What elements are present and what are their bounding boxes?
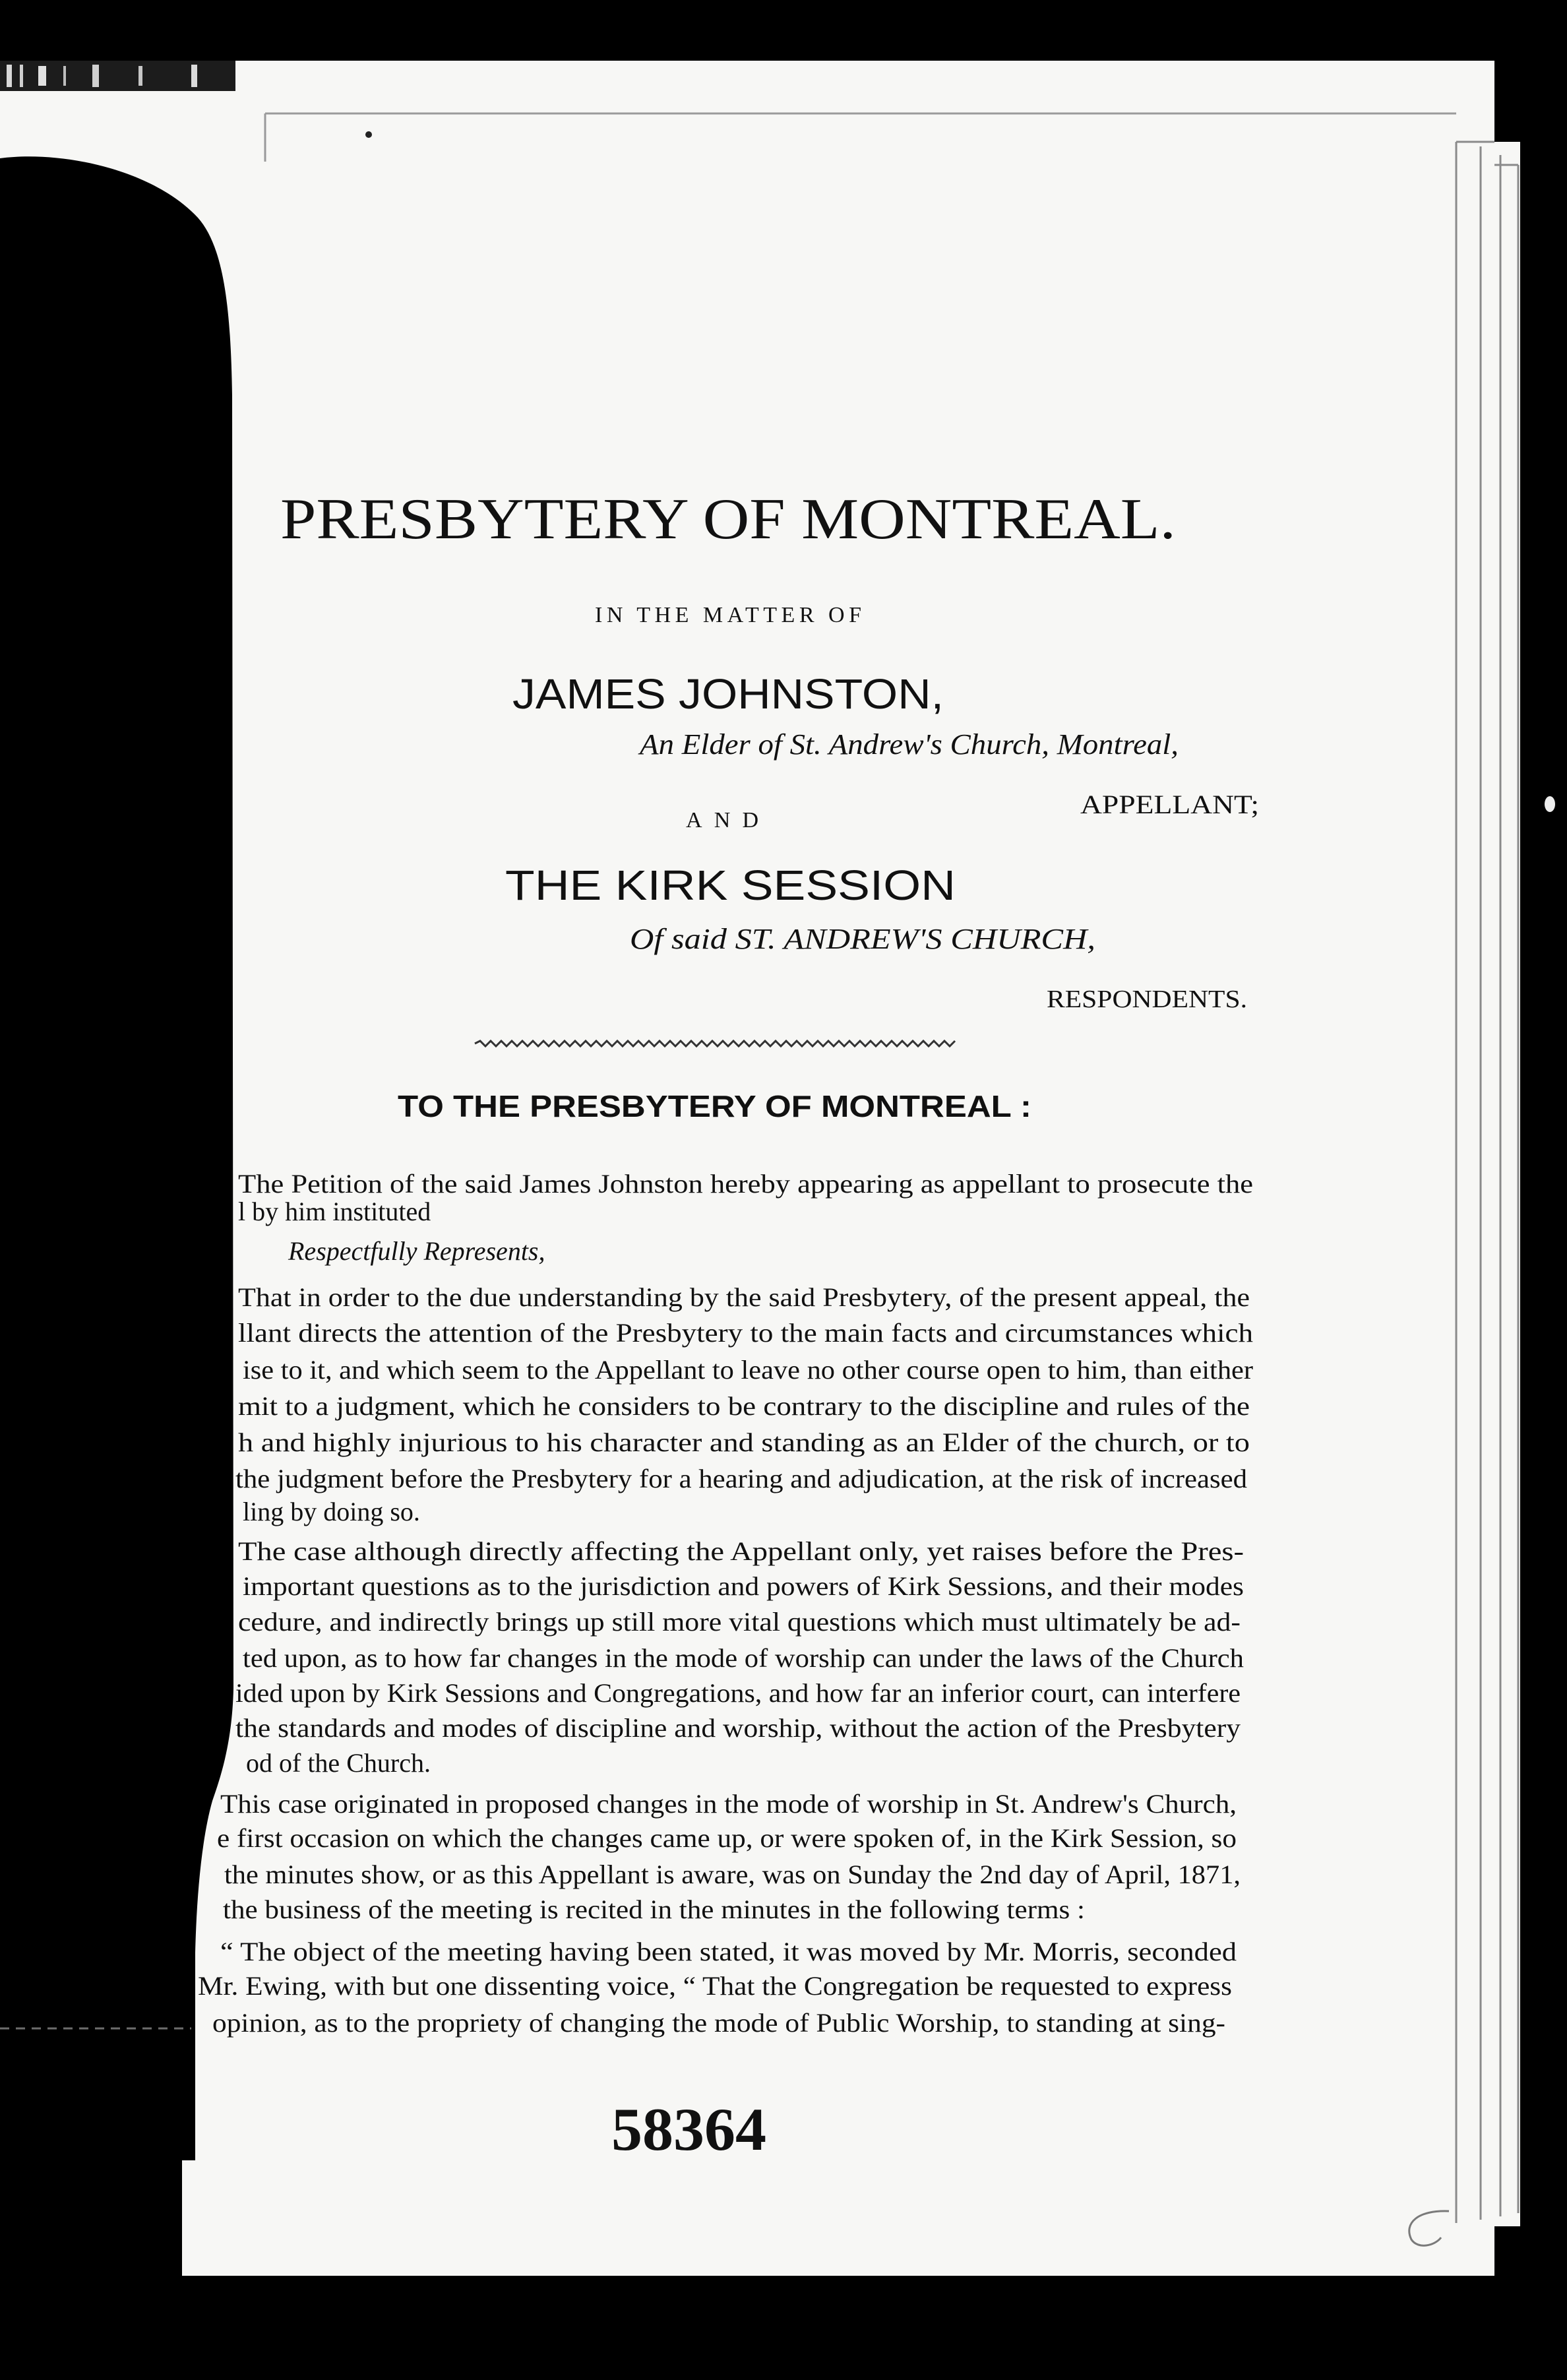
body-line: The case although directly affecting the Appellant only, yet raises before the Pres- [238, 1536, 1244, 1566]
body-line: The Petition of the said James Johnston hereby appearing as appellant to prosecute the [238, 1169, 1253, 1199]
body-line: l by him instituted [238, 1197, 431, 1226]
appellant-name: JAMES JOHNSTON, [512, 670, 944, 718]
conjunction: AND [686, 808, 758, 832]
body-line: cedure, and indirectly brings up still more vital questions which must ultimately be ad- [238, 1607, 1241, 1637]
matter-line: IN THE MATTER OF [595, 603, 861, 627]
film-speck [1545, 796, 1555, 812]
body-line: mit to a judgment, which he considers to be contrary to the discipline and rules of the [238, 1391, 1250, 1421]
body-line: That in order to the due understanding by the said Presbytery, of the present appeal, the [238, 1282, 1250, 1312]
catalogue-number: 58364 [611, 2096, 766, 2163]
body-line: the minutes show, or as this Appellant is aware, was on Sunday the 2nd day of April, 1871, [224, 1860, 1241, 1889]
body-line: important questions as to the jurisdiction and powers of Kirk Sessions, and their modes [243, 1571, 1244, 1601]
body-line: Mr. Ewing, with but one dissenting voice, “ That the Congregation be requested to express [198, 1971, 1232, 2001]
page-title: PRESBYTERY OF MONTREAL. [280, 487, 1176, 551]
body-line: ted upon, as to how far changes in the mode of worship can under the laws of the Church [243, 1643, 1244, 1673]
respondent-description: Of said ST. ANDREW'S CHURCH, [630, 923, 1095, 955]
body-line: “ The object of the meeting having been stated, it was moved by Mr. Morris, seconded [220, 1937, 1237, 1966]
body-line: od of the Church. [246, 1748, 431, 1778]
page-sheet-lower-left [182, 2157, 248, 2276]
stacked-page-edges [1456, 142, 1520, 2226]
body-line: the business of the meeting is recited in the minutes in the following terms : [223, 1895, 1085, 1924]
binding-strip [0, 61, 235, 91]
print-mark [365, 131, 372, 138]
body-line: h and highly injurious to his character and standing as an Elder of the church, or to [238, 1427, 1250, 1457]
address-heading: TO THE PRESBYTERY OF MONTREAL : [398, 1089, 1031, 1123]
body-line: llant directs the attention of the Presbytery to the main facts and circumstances which [238, 1318, 1253, 1348]
body-line: This case originated in proposed changes in the mode of worship in St. Andrew's Church, [220, 1789, 1237, 1819]
body-line: ise to it, and which seem to the Appellant to leave no other course open to him, than either [243, 1355, 1253, 1385]
body-line: the standards and modes of discipline and worship, without the action of the Presbytery [235, 1713, 1241, 1743]
appellant-description: An Elder of St. Andrew's Church, Montreal, [637, 728, 1179, 761]
body-line: ided upon by Kirk Sessions and Congregations, and how far an inferior court, can interfere [235, 1678, 1241, 1708]
body-line: e first occasion on which the changes came up, or were spoken of, in the Kirk Session, so [217, 1823, 1237, 1853]
respondent-name: THE KIRK SESSION [505, 861, 956, 909]
body-line: the judgment before the Presbytery for a hearing and adjudication, at the risk of increased [235, 1464, 1247, 1493]
body-line: opinion, as to the propriety of changing the mode of Public Worship, to standing at sing- [212, 2008, 1225, 2038]
appellant-role: APPELLANT; [1080, 790, 1259, 819]
body-line-salutation: Respectfully Represents, [288, 1236, 545, 1266]
body-line: ling by doing so. [243, 1497, 420, 1526]
binding-shadow [0, 156, 233, 2160]
respondent-role: RESPONDENTS. [1047, 986, 1247, 1013]
